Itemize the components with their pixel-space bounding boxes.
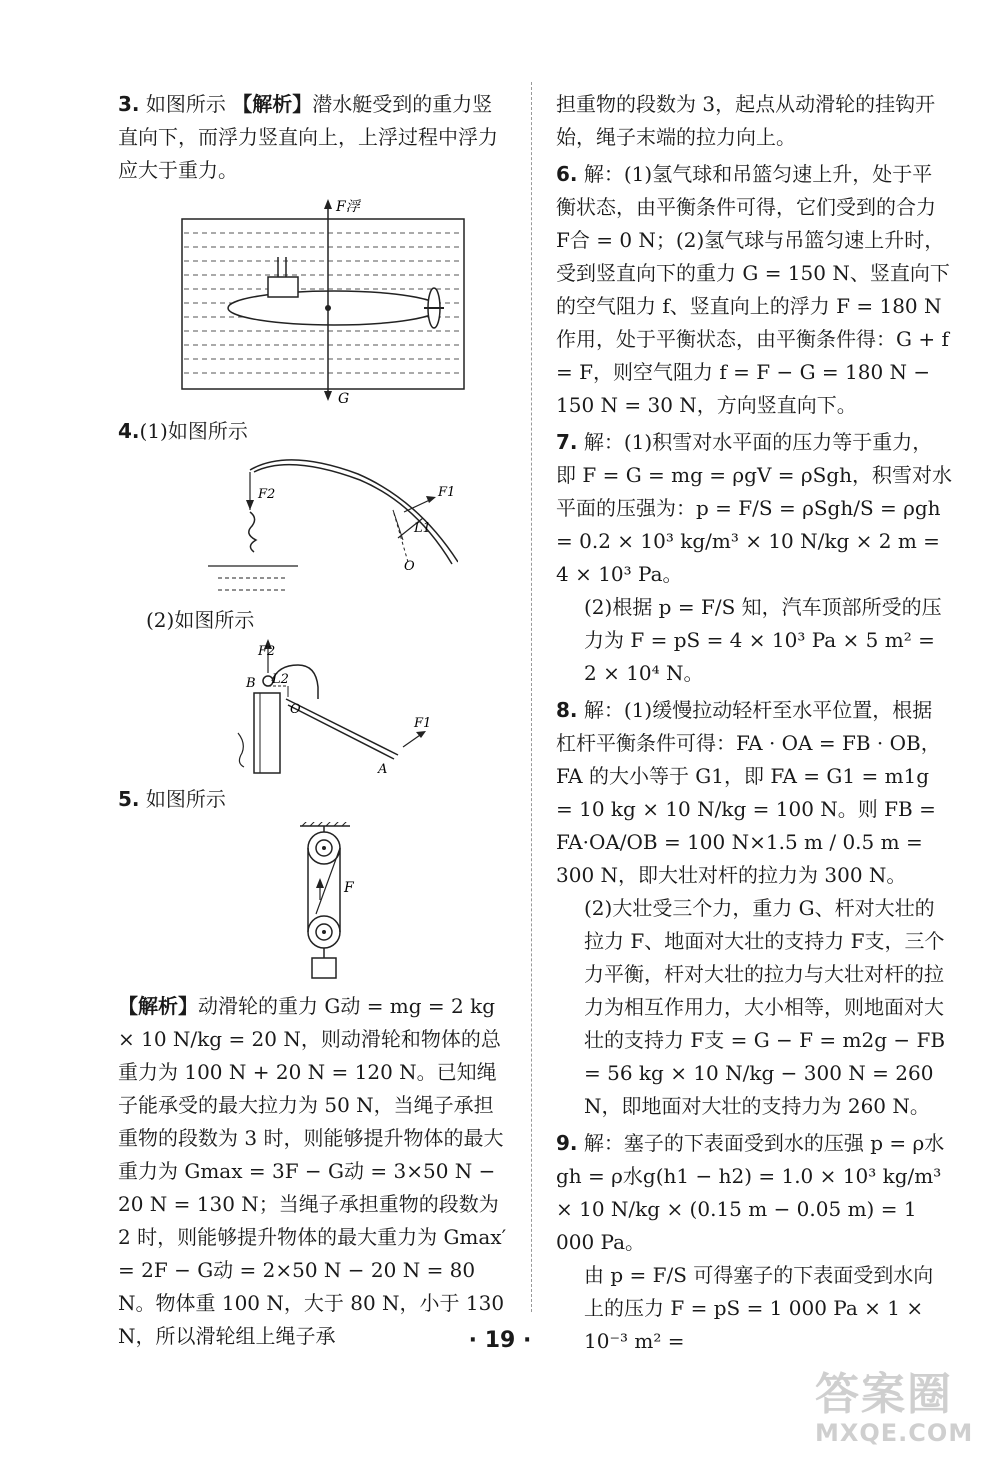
question-number: 6. — [556, 162, 578, 186]
analysis-tag: 【解析】 — [232, 92, 313, 116]
l1-label: L1 — [414, 521, 431, 536]
question-lead: 如图所示 — [145, 92, 226, 116]
f1-label: F1 — [438, 485, 456, 500]
point-b-label: B — [246, 676, 256, 691]
question-text: 解：(1)积雪对水平面的压力等于重力，即 F = G = mg = ρgV = ρSgh，积雪对水平面的压强为：p = F/S = ρSgh/S = ρgh = 0.2 × 10³ kg/m³ × 10 N/kg × 2 m = 4 × 10³ Pa。 — [556, 430, 953, 586]
f2-label: F2 — [258, 487, 276, 502]
question-text: 解：(1)氢气球和吊篮匀速上升，处于平衡状态，由平衡条件可得，它们受到的合力 F合 = 0 N；(2)氢气球与吊篮匀速上升时，受到竖直向下的重力 G = 150 N、竖直向下的空气阻力 f、竖直向上的浮力 F = 180 N 作用，处于平衡状态，由平衡条件得：G + f = F，则空气阻力 f = F − G = 180 N − 150 N = 30 N，方向竖直向下。 — [556, 162, 950, 417]
question-6 — [556, 158, 952, 422]
column-divider — [531, 82, 532, 1312]
site-watermark — [815, 1371, 990, 1451]
question-5-continued: 担重物的段数为 3，起点从动滑轮的挂钩开始，绳子末端的拉力向上。 — [556, 92, 936, 149]
question-8 — [556, 694, 952, 892]
submarine-figure — [176, 197, 476, 409]
question-5-analysis — [118, 990, 510, 1353]
pulley-figure — [290, 822, 410, 982]
lever-pump-figure — [228, 637, 448, 777]
pivot-o-label: O — [290, 702, 301, 717]
analysis-tag: 【解析】 — [118, 994, 198, 1018]
gravity-label: G — [338, 391, 350, 407]
f2-label: F2 — [258, 644, 276, 659]
watermark-logo-text: 答案圈 — [815, 1369, 953, 1420]
watermark-url: MXQE.COM — [815, 1419, 974, 1447]
pivot-o-label: O — [404, 559, 415, 570]
analysis-text: 动滑轮的重力 G动 = mg = 2 kg × 10 N/kg = 20 N，则动滑轮和物体的总重力为 100 N + 20 N = 120 N。已知绳子能承受的最大拉力为 50 N，当绳子承担重物的段数为 3 时，则能够提升物体的最大重力为 Gmax = 3F − G动 = 3×50 N − 20 N = 130 N；当绳子承担重物的段数为 2 时，则能够提升物体的最大重力为 Gmax′ = 2F − G动 = 2×50 N − 20 N = 80 N。物体重 100 N，大于 80 N，小于 130 N，所以滑轮组上绳子承 — [118, 994, 507, 1348]
question-9-part-2: 由 p = F/S 可得塞子的下表面受到水向上的压力 F = pS = 1 000 Pa × 1 × 10⁻³ m² = — [584, 1263, 934, 1353]
question-number: 3. — [118, 92, 140, 116]
page-number: · 19 · — [468, 1328, 532, 1353]
question-lead: 如图所示 — [145, 787, 226, 811]
question-number: 7. — [556, 430, 578, 454]
analysis-text: 潜水艇受到的重力竖直向下，而浮力竖直向上，上浮过程中浮力应大于重力。 — [118, 92, 498, 182]
question-5 — [118, 783, 510, 816]
question-9 — [556, 1127, 952, 1259]
question-part-1: (1)如图所示 — [139, 419, 248, 443]
question-text: 解：(1)缓慢拉动轻杆至水平位置，根据杠杆平衡条件可得：FA · OA = FB · OB，FA 的大小等于 G1，即 FA = G1 = m1g = 10 kg × 10 N/kg = 100 N。则 FB = FA·OA/OB = 100 N×1.5 m / 0.5 m = 300 N，即大壮对杆的拉力为 300 N。 — [556, 698, 941, 887]
force-f-label: F — [344, 880, 354, 896]
question-7 — [556, 426, 952, 591]
buoyancy-label: F浮 — [336, 199, 360, 215]
question-number: 5. — [118, 787, 140, 811]
question-4-part-2: (2)如图所示 — [146, 608, 255, 632]
f1-label: F1 — [414, 716, 432, 731]
question-7-part-2: (2)根据 p = F/S 知，汽车顶部所受的压力为 F = pS = 4 × 10³ Pa × 5 m² = 2 × 10⁴ N。 — [584, 595, 942, 685]
water-surface-lines — [208, 572, 328, 602]
l2-label: L2 — [272, 672, 289, 687]
question-4 — [118, 415, 510, 448]
fishing-rod-figure — [208, 450, 458, 570]
right-column — [556, 88, 952, 1358]
question-8-part-2: (2)大壮受三个力，重力 G、杆对大壮的拉力 F、地面对大壮的支持力 F支，三个力平衡，杆对大壮的拉力与大壮对杆的拉力为相互作用力，大小相等，则地面对大壮的支持力 F支 = G − F = m2g − FB = 56 kg × 10 N/kg − 300 N = 260 N，即地面对大壮的支持力为 260 N。 — [584, 896, 946, 1118]
question-number: 4. — [118, 419, 140, 443]
question-text: 解：塞子的下表面受到水的压强 p = ρ水gh = ρ水g(h1 − h2) = 1.0 × 10³ kg/m³ × 10 N/kg × (0.15 m − 0.05 m) = 1 000 Pa。 — [556, 1131, 945, 1254]
point-a-label: A — [378, 762, 388, 777]
question-number: 8. — [556, 698, 578, 722]
question-3 — [118, 88, 510, 187]
left-column — [118, 88, 510, 1353]
question-number: 9. — [556, 1131, 578, 1155]
